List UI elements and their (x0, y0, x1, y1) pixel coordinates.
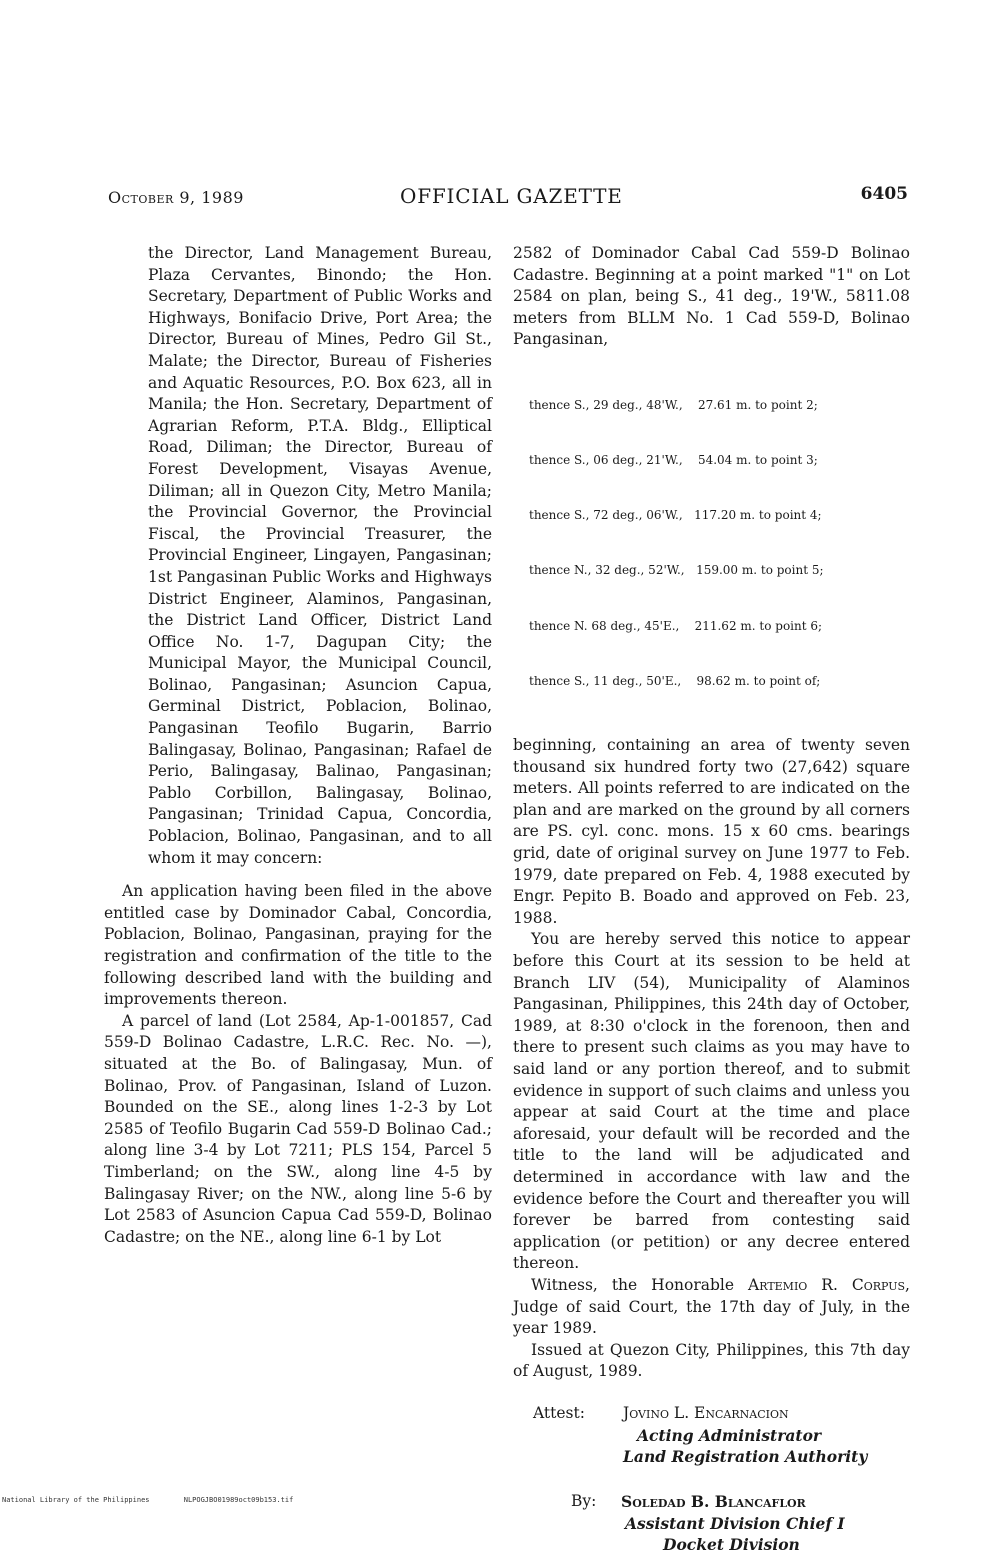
by-division: Docket Division (663, 1535, 800, 1555)
attest-agency: Land Registration Authority (623, 1447, 868, 1467)
by-title: Assistant Division Chief I (625, 1513, 845, 1533)
application-paragraph: An application having been filed in the above entitled case by Dominador Cabal, Concordia, Poblacion, Bolinao, Pangasinan, praying for the registration and confirmation of the title to the following described land with the building and improvements thereon. (104, 882, 492, 1009)
issue-date: October 9, 1989 (108, 188, 244, 207)
page-header (108, 184, 908, 214)
witness-prefix: Witness, the Honorable (531, 1275, 735, 1294)
witness-paragraph (513, 1275, 910, 1340)
publication-title: OFFICIAL GAZETTE (400, 184, 623, 208)
parcel-description-continued: 2582 of Dominador Cabal Cad 559-D Bolinao Cadastre. Beginning at a point marked "1" on Lot 2584 on plan, being S., 41 deg., 19'W., 5811.08 meters from BLLM No. 1 Cad 559-D, Bolinao Pangasinan, (513, 244, 910, 349)
scan-footer (2, 1496, 323, 1504)
judge-name: Artemio R. Corpus (748, 1275, 906, 1294)
bearing-line: thence S., 11 deg., 50'E., 98.62 m. to point of; (529, 673, 821, 688)
left-column (104, 243, 492, 1248)
library-credit: National Library of the Philippines (2, 1496, 150, 1504)
attest-title: Acting Administrator (637, 1425, 822, 1445)
attest-signatory (623, 1403, 867, 1468)
parcel-description: A parcel of land (Lot 2584, Ap-1-001857, Cad 559-D Bolinao Cadastre, L.R.C. Rec. No. —), situated at the Bo. of Balingasay, Mun. of Bolinao, Prov. of Pangasinan, Island of Luzon. Bounded on the SE., along lines 1-2-3 by Lot 2585 of Teofilo Bugarin Cad 559-D Bolinao Cad.; along line 3-4 by Lot 7211; PLS 154, Parcel 5 Timberland; on the SW., along line 4-5 by Balingasay River; on the NW., along line 5-6 by Lot 2583 of Asuncion Capua Cad 559-D, Bolinao Cadastre; on the NE., along line 6-1 by Lot (104, 1011, 492, 1246)
signature-block (513, 1403, 910, 1553)
bearing-line: thence N. 68 deg., 45'E., 211.62 m. to point 6; (529, 618, 823, 633)
bearing-line: thence S., 06 deg., 21'W., 54.04 m. to point 3; (529, 453, 818, 467)
bearing-line: thence S., 29 deg., 48'W., 27.61 m. to point 2; (529, 397, 818, 412)
by-name: Soledad B. Blancaflor (621, 1491, 806, 1511)
attest-name: Jovino L. Encarnacion (623, 1403, 789, 1422)
by-label: By: (571, 1491, 597, 1510)
area-paragraph: beginning, containing an area of twenty seven thousand six hundred forty two (27,642) square meters. All points referred to are indicated on the plan and are marked on the ground by all corners are PS. cyl. conc. mons. 15 x 60 cms. bearings grid, date of original survey on June 1977 to Feb. 1979, date prepared on Feb. 4, 1988 executed by Engr. Pepito B. Boado and approved on Feb. 23, 1988. (513, 736, 910, 927)
notice-addressees: the Director, Land Management Bureau, Plaza Cervantes, Binondo; the Hon. Secretary, Department of Public Works and Highways, Bonifacio Drive, Port Area; the Director, Bureau of Mines, Pedro Gil St., Malate; the Director, Bureau of Fisheries and Aquatic Resources, P.O. Box 623, all in Manila; the Hon. Secretary, Department of Agrarian Reform, P.T.A. Bldg., Elliptical Road, Diliman; the Director, Bureau of Forest Development, Visayas Avenue, Diliman; all in Quezon City, Metro Manila; the Provincial Governor, the Provincial Fiscal, the Provincial Treasurer, the Provincial Engineer, Lingayen, Pangasinan; 1st Pangasinan Public Works and Highways District Engineer, Alaminos, Pangasinan, the District Land Officer, District Land Office No. 1-7, Dagupan City; the Municipal Mayor, the Municipal Council, Bolinao, Pangasinan; Asuncion Capua, Germinal District, Poblacion, Bolinao, Pangasinan Teofilo Bugarin, Barrio Balingasay, Bolinao, Pangasinan; Rafael de Perio, Balingasay, Balinao, Pangasinan; Pablo Corbillon, Balingasay, Bolinao, Pangasinan; Trinidad Capua, Concordia, Poblacion, Bolinao, Pangasinan, and to all whom it may concern: (148, 244, 492, 867)
bearing-line: thence S., 72 deg., 06'W., 117.20 m. to point 4; (529, 508, 822, 523)
attest-label: Attest: (533, 1403, 585, 1422)
issued-paragraph: Issued at Quezon City, Philippines, this 7th day of August, 1989. (513, 1340, 910, 1381)
scan-filename: NLPOGJBO01989oct09b153.tif (183, 1496, 294, 1504)
notice-paragraph: You are hereby served this notice to appear before this Court at its session to be held at Branch LIV (54), Municipality of Alaminos Pangasinan, Philippines, this 24th day of October, 1989, at 8:30 o'clock in the forenoon, then and there to present such claims as you may have to said land or any portion thereof, and to submit evidence in support of such claims and unless you appear at said Court at the time and place aforesaid, your default will be recorded and the title to the land will be adjudicated and determined in accordance with law and the evidence before the Court and thereafter you will forever be barred from contesting said application (or petition) or any decree entered thereon. (513, 930, 910, 1273)
by-signatory (621, 1491, 845, 1556)
bearings-table (529, 359, 910, 727)
bearing-line: thence N., 32 deg., 52'W., 159.00 m. to point 5; (529, 563, 824, 578)
witness-suffix: , Judge of said Court, the 17th day of July, in the year 1989. (513, 1275, 910, 1338)
right-column (513, 243, 910, 1553)
page-number: 6405 (860, 184, 908, 204)
